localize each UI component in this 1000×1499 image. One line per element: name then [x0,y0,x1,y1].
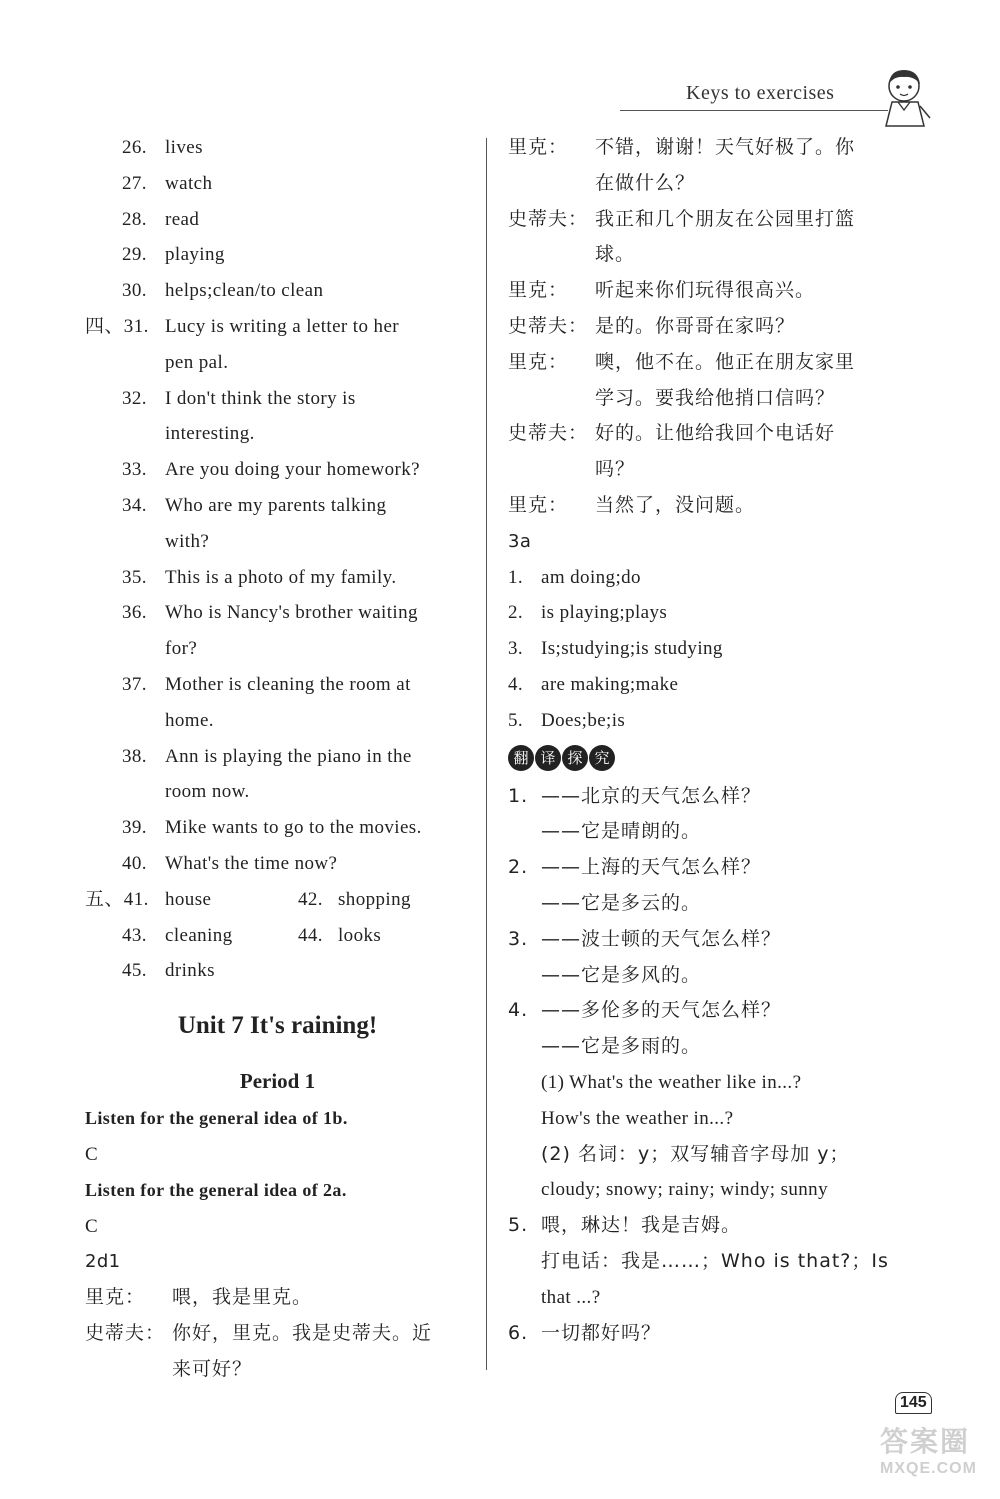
section-badge [508,739,898,779]
text-line [508,1029,898,1065]
item-number: 2. [508,856,529,879]
item-text: ——北京的天气怎么样？ [541,784,762,807]
text-line [85,202,470,238]
text-line [508,1137,898,1173]
girl-mascot-icon [880,66,932,128]
item-text: watch [165,172,213,194]
dialog-text-continued: 吗？ [595,458,636,481]
item-text-continued: 打电话：我是……；Who is that?；Is [541,1249,889,1272]
item-text: ——上海的天气怎么样？ [541,856,762,879]
item-number: 30. [122,280,147,302]
item-number: 34. [122,494,147,516]
item-number: 32. [122,387,147,409]
item-number: 4. [508,673,524,695]
exercise-heading: Listen for the general idea of 1b. [85,1108,348,1129]
item-text: cleaning [165,924,233,946]
column-divider [486,138,487,1370]
text-line [85,524,470,560]
dialog-speaker: 史蒂夫： [508,314,589,337]
text-line [85,560,470,596]
item-text: house [165,888,212,910]
dialog-text-continued: 来可好？ [172,1357,253,1380]
text-line [508,1244,898,1280]
dialog-text: 听起来你们玩得很高兴。 [595,279,816,302]
left-column [85,130,470,1388]
item-number: 39. [122,817,147,839]
dialog-speaker: 史蒂夫： [508,207,589,230]
watermark-cn: 答案圈 [880,1426,971,1457]
dialog-speaker: 里克： [508,136,569,158]
item-text: This is a photo of my family. [165,566,397,588]
text-line [508,345,898,381]
answer-text: C [85,1215,99,1237]
item-number: 3. [508,638,524,660]
text-line [508,667,898,703]
dialog-text: 当然了，没问题。 [595,493,756,516]
dialog-text: 好的。让他给我回个电话好 [595,422,836,445]
item-text-continued: ——它是多雨的。 [541,1035,702,1058]
right-column [508,130,898,1351]
item-text: lives [165,137,203,158]
text-line [85,381,470,417]
text-line [85,1173,470,1209]
text-line [508,886,898,922]
item-number: 6. [508,1321,529,1344]
text-line [508,166,898,202]
item-number: 5. [508,1214,529,1237]
dialog-text-continued: 学习。要我给他捎口信吗？ [595,386,836,409]
text-line [85,309,470,345]
item-text: Are you doing your homework? [165,459,420,481]
text-line [508,452,898,488]
item-text-continued: (1) What's the weather like in...? [541,1071,802,1093]
text-line [508,488,898,524]
item-number: 35. [122,566,147,588]
item-number: 43. [122,924,147,946]
item-text-continued: ——它是晴朗的。 [541,820,702,843]
item-text-continued: pen pal. [165,351,229,373]
item-number: 28. [122,208,147,230]
dialog-text: 喂，我是里克。 [172,1286,313,1309]
dialog-text: 噢，他不在。他正在朋友家里 [595,350,856,373]
text-line [508,524,898,560]
text-line [85,631,470,667]
page-number: 145 [895,1392,932,1414]
item-number: 42. [298,888,323,910]
text-line [508,814,898,850]
item-number: 1. [508,566,524,588]
item-number: 45. [122,960,147,982]
text-line [85,1280,470,1316]
badge-char: 翻 [508,745,534,771]
dialog-speaker: 史蒂夫： [508,422,589,445]
text-line [508,1172,898,1208]
item-text: ——波士顿的天气怎么样？ [541,927,782,950]
dialog-text: 不错，谢谢！天气好极了。你 [595,136,856,158]
item-text: Mother is cleaning the room at [165,673,411,695]
text-line [508,595,898,631]
dialog-speaker: 里克： [85,1286,146,1309]
item-text-continued: that ...? [541,1286,601,1308]
item-number: 40. [122,852,147,874]
text-line [85,667,470,703]
item-text: I don't think the story is [165,387,356,409]
item-text: playing [165,244,225,266]
text-line [85,1209,470,1245]
period-title: Period 1 [239,1069,316,1094]
item-text-continued: cloudy; snowy; rainy; windy; sunny [541,1179,828,1201]
item-text: Who is Nancy's brother waiting [165,602,418,624]
text-line [508,922,898,958]
badge-char: 探 [562,745,588,771]
text-line [508,381,898,417]
text-line [508,631,898,667]
text-line [508,309,898,345]
text-line [85,273,470,309]
item-text: helps;clean/to clean [165,280,324,302]
item-number: 37. [122,673,147,695]
item-number: 1. [508,784,529,807]
item-text: Who are my parents talking [165,494,387,516]
item-text: is playing;plays [541,602,668,624]
dialog-text-continued: 球。 [595,243,636,266]
item-text-continued: room now. [165,781,250,803]
text-line [85,882,470,918]
badge-char: 究 [589,745,615,771]
item-text-continued: interesting. [165,423,255,445]
text-line [85,846,470,882]
exercise-heading: Listen for the general idea of 2a. [85,1179,347,1200]
dialog-speaker: 里克： [508,493,569,516]
dialog-text: 我正和几个朋友在公园里打篮 [595,207,856,230]
text-line [85,953,470,989]
text-line [85,345,470,381]
item-text-continued: ——它是多风的。 [541,963,702,986]
text-line [508,202,898,238]
item-number: 5. [508,709,524,731]
text-line [508,958,898,994]
item-number: 3. [508,927,529,950]
item-text-continued: with? [165,530,210,552]
item-text: read [165,208,200,230]
item-text: are making;make [541,673,679,695]
text-line [508,130,898,166]
item-number: 44. [298,924,323,946]
item-text: Ann is playing the piano in the [165,745,412,767]
item-text: am doing;do [541,566,641,588]
unit-title: Unit 7 It's raining! [177,1012,378,1040]
text-line [85,810,470,846]
text-line [508,560,898,596]
text-line [508,703,898,739]
dialog-text: 是的。你哥哥在家吗？ [595,314,796,337]
text-line [85,1316,470,1352]
text-line [508,1208,898,1244]
item-number: 五、41. [85,888,149,910]
item-text-continued: for? [165,638,198,660]
item-text: Lucy is writing a letter to her [165,315,399,337]
text-line [508,1316,898,1352]
item-number: 27. [122,172,147,194]
item-text: What's the time now? [165,852,338,874]
watermark-en: MXQE.COM [880,1460,977,1477]
item-number: 29. [122,244,147,266]
item-text-continued: home. [165,709,214,731]
text-line [85,1101,470,1137]
item-text-continued: How's the weather in...? [541,1107,734,1129]
item-text: shopping [338,888,411,910]
item-number: 4. [508,999,529,1022]
text-line [508,1101,898,1137]
item-number: 2. [508,602,524,624]
item-number: 36. [122,602,147,624]
item-number: 33. [122,459,147,481]
text-line [85,237,470,273]
text-line [508,416,898,452]
item-text: drinks [165,960,215,982]
text-line [508,850,898,886]
text-line [85,595,470,631]
item-number: 四、31. [85,315,149,337]
text-line [85,703,470,739]
text-line [85,774,470,810]
dialog-speaker: 史蒂夫： [85,1321,166,1344]
answer-text: C [85,1143,99,1165]
text-line [85,1244,470,1280]
dialog-text-continued: 在做什么？ [595,171,696,194]
text-line [508,273,898,309]
badge-char: 译 [535,745,561,771]
text-line [508,1280,898,1316]
item-text: 一切都好吗？ [541,1321,662,1344]
text-line [85,739,470,775]
header-rule [620,110,888,111]
item-text: Does;be;is [541,709,626,731]
header-title: Keys to exercises [686,82,835,104]
text-line [508,237,898,273]
text-line [85,166,470,202]
item-text: Mike wants to go to the movies. [165,817,422,839]
text-line [508,1065,898,1101]
text-line [508,779,898,815]
item-text-continued: ——它是多云的。 [541,891,702,914]
section-label: 3a [508,530,532,552]
item-text: 喂，琳达！我是吉姆。 [541,1214,742,1237]
dialog-speaker: 里克： [508,350,569,373]
item-text: ——多伦多的天气怎么样？ [541,999,782,1022]
text-line [85,918,470,954]
item-text: Is;studying;is studying [541,638,723,660]
dialog-text: 你好，里克。我是史蒂夫。近 [172,1321,433,1344]
item-number: 26. [122,137,147,158]
text-line [85,130,470,166]
item-text: looks [338,924,382,946]
text-line [85,452,470,488]
text-line [85,1352,470,1388]
text-line [85,1137,470,1173]
item-text-continued: (2) 名词：y；双写辅音字母加 y； [541,1142,850,1165]
dialog-speaker: 里克： [508,279,569,302]
item-number: 38. [122,745,147,767]
text-line [85,488,470,524]
watermark [880,1420,990,1490]
text-line [85,416,470,452]
text-line [508,993,898,1029]
section-label: 2d1 [85,1251,121,1273]
